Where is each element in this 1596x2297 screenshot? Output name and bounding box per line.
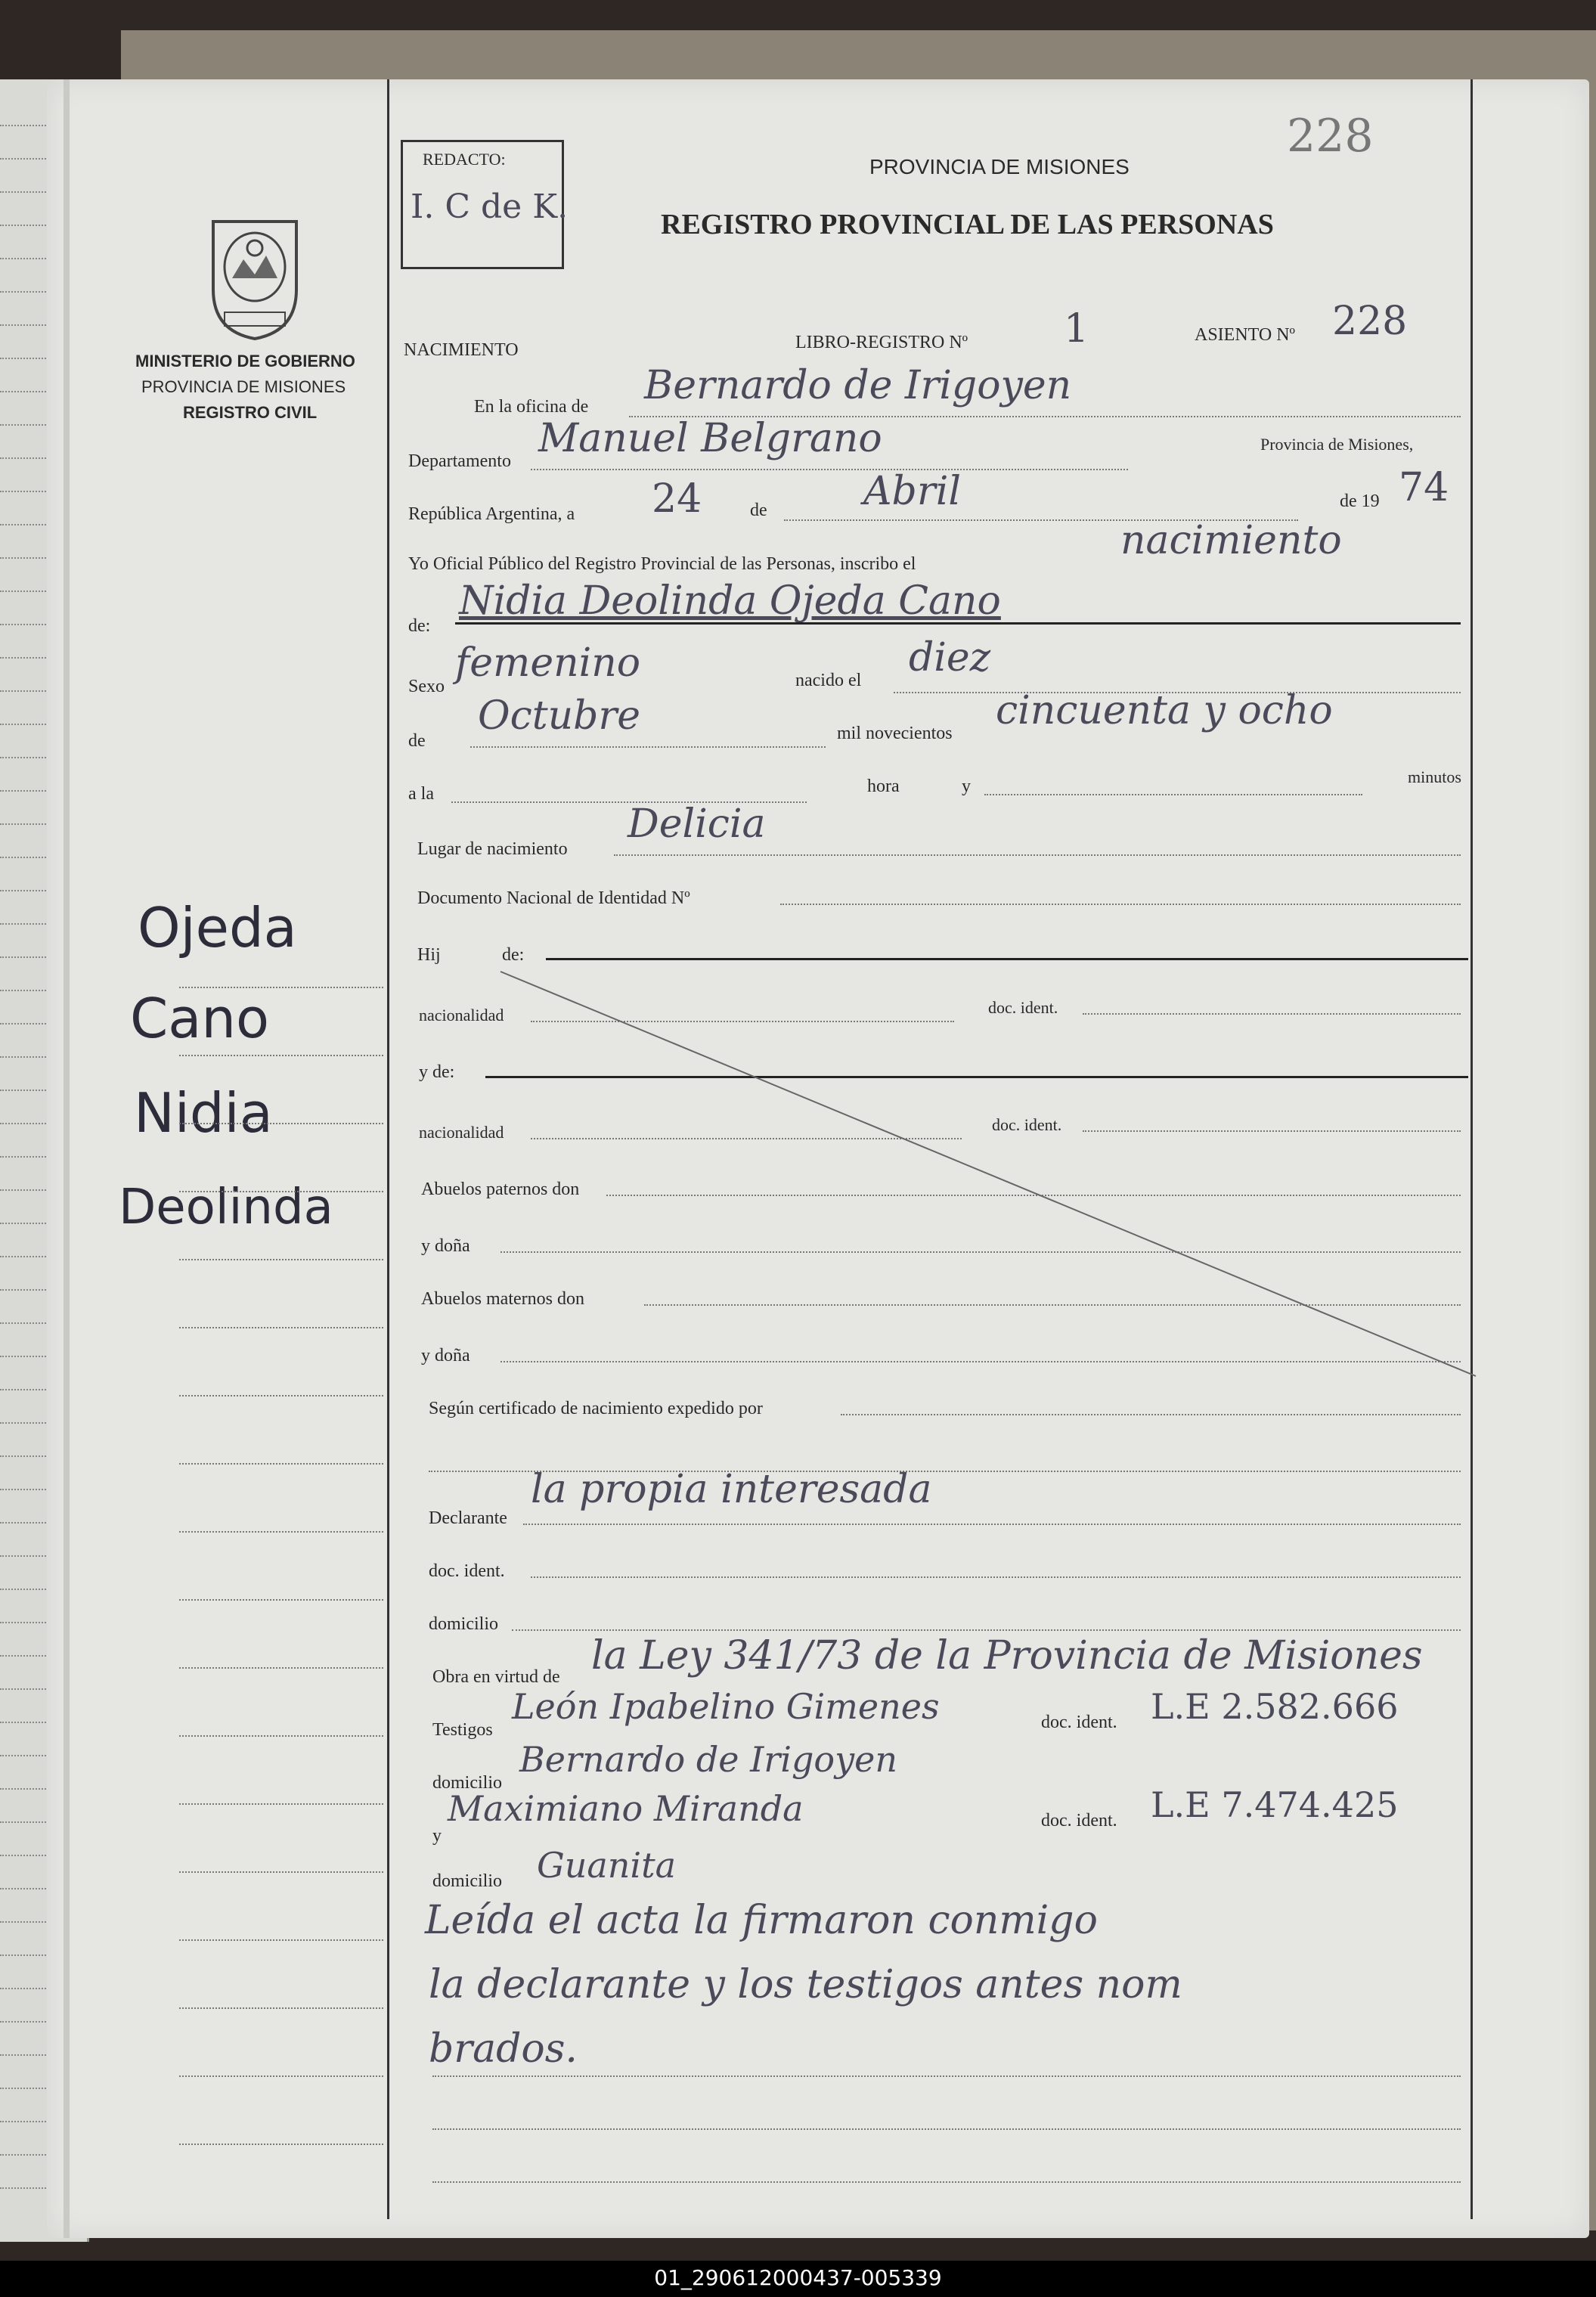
margin-note-name1: Nidia — [134, 1081, 273, 1145]
documento-label: Documento Nacional de Identidad Nº — [417, 888, 690, 908]
abuelos-maternos-label: Abuelos maternos don — [421, 1289, 584, 1309]
mil-value: cincuenta y ocho — [996, 688, 1333, 733]
domicilio-label-2: domicilio — [432, 1773, 502, 1793]
testigo1-value: León Ipabelino Gimenes — [512, 1686, 940, 1727]
oficina-value: Bernardo de Irigoyen — [644, 363, 1072, 408]
ala-label: a la — [408, 784, 434, 804]
declarante-value: la propia interesada — [531, 1467, 932, 1512]
y-de-label: y de: — [419, 1062, 455, 1082]
mil-label: mil novecientos — [837, 724, 953, 743]
doc-ident-label-2: doc. ident. — [992, 1115, 1062, 1134]
document-number: 228 — [1287, 110, 1374, 163]
obra-value: la Ley 341/73 de la Provincia de Misiones — [591, 1633, 1423, 1679]
lugar-label: Lugar de nacimiento — [417, 839, 568, 859]
obra-label: Obra en virtud de — [432, 1667, 560, 1687]
sexo-value: femenino — [455, 640, 641, 686]
doc-ident-label-3: doc. ident. — [429, 1561, 505, 1581]
nacionalidad-label: nacionalidad — [419, 1006, 504, 1025]
hora-label: hora — [867, 777, 900, 796]
testigo2-value: Maximiano Miranda — [448, 1788, 804, 1829]
departamento-value: Manuel Belgrano — [538, 416, 882, 461]
lugar-value: Delicia — [628, 801, 766, 847]
doc-ident-label-5: doc. ident. — [1041, 1811, 1117, 1830]
testigo1-dom: Bernardo de Irigoyen — [519, 1739, 897, 1780]
redacto-value: I. C de K. — [411, 188, 569, 226]
rule-segun — [841, 1414, 1461, 1415]
closing-line-1: Leída el acta la firmaron conmigo — [425, 1898, 1098, 1943]
hij-de-label: de: — [502, 945, 525, 965]
day-value: 24 — [652, 476, 702, 522]
y-dona-label-2: y doña — [421, 1346, 470, 1365]
domicilio-label: domicilio — [429, 1614, 498, 1634]
rule-closing-2 — [432, 2128, 1461, 2130]
ministry-line3: REGISTRO CIVIL — [183, 403, 318, 422]
mes-de-label: de — [408, 731, 426, 751]
rule-closing-1 — [432, 2075, 1461, 2077]
rule-domicilio — [512, 1629, 1461, 1631]
oficina-label: En la oficina de — [474, 397, 589, 417]
rule-closing-3 — [432, 2181, 1461, 2183]
declarante-label: Declarante — [429, 1508, 507, 1528]
name-de-label: de: — [408, 616, 431, 636]
margin-note-surname2: Cano — [130, 987, 270, 1050]
testigo2-dom: Guanita — [537, 1845, 677, 1886]
nacionalidad-label-2: nacionalidad — [419, 1123, 504, 1142]
name-value: Nidia Deolinda Ojeda Cano — [459, 578, 1001, 624]
form-type-label: NACIMIENTO — [404, 340, 519, 360]
header-registry: REGISTRO PROVINCIAL DE LAS PERSONAS — [661, 209, 1274, 240]
y-label-2: y — [432, 1826, 442, 1846]
sexo-label: Sexo — [408, 677, 445, 696]
header-province: PROVINCIA DE MISIONES — [869, 155, 1130, 178]
redacto-label: REDACTO: — [423, 150, 506, 169]
libro-label: LIBRO-REGISTRO Nº — [795, 333, 968, 352]
y-dona-label: y doña — [421, 1236, 470, 1256]
domicilio-label-3: domicilio — [432, 1871, 502, 1891]
footer-id: 01_290612000437-005339 — [654, 2265, 942, 2290]
testigos-label: Testigos — [432, 1720, 493, 1740]
asiento-label: ASIENTO Nº — [1195, 325, 1295, 345]
month-value: Abril — [863, 469, 961, 514]
republica-label: República Argentina, a — [408, 504, 575, 524]
margin-note-surname1: Ojeda — [138, 896, 297, 959]
margin-note-name2: Deolinda — [119, 1179, 333, 1235]
oficial-label: Yo Oficial Público del Registro Provincial de las Personas, inscribo el — [408, 554, 916, 574]
hij-label: Hij — [417, 945, 441, 965]
doc-ident-label: doc. ident. — [988, 998, 1058, 1017]
minutos-label: minutos — [1408, 767, 1461, 786]
registry-page — [47, 79, 1589, 2238]
nacido-value: diez — [909, 635, 991, 680]
ministry-line1: MINISTERIO DE GOBIERNO — [135, 352, 355, 370]
testigo1-doc: L.E 2.582.666 — [1151, 1686, 1399, 1727]
oficial-value: nacimiento — [1120, 518, 1342, 563]
nacido-label: nacido el — [795, 671, 862, 690]
asiento-value: 228 — [1332, 299, 1408, 344]
y-label: y — [962, 777, 971, 796]
mes-value: Octubre — [478, 693, 641, 739]
year-label: de 19 — [1340, 491, 1380, 511]
rule-doc-ident-3 — [531, 1576, 1461, 1578]
closing-line-3: brados. — [429, 2026, 578, 2072]
abuelos-paternos-label: Abuelos paternos don — [421, 1179, 580, 1199]
doc-ident-label-4: doc. ident. — [1041, 1713, 1117, 1732]
provincia-label: Provincia de Misiones, — [1260, 435, 1414, 454]
libro-value: 1 — [1064, 306, 1089, 352]
testigo2-doc: L.E 7.474.425 — [1151, 1784, 1399, 1825]
closing-line-2: la declarante y los testigos antes nom — [429, 1962, 1182, 2007]
rule-declarante — [523, 1524, 1461, 1525]
departamento-label: Departamento — [408, 451, 511, 471]
de-label-1: de — [750, 501, 767, 520]
ministry-line2: PROVINCIA DE MISIONES — [141, 377, 346, 396]
segun-label: Según certificado de nacimiento expedido por — [429, 1399, 763, 1418]
year-value: 74 — [1399, 465, 1449, 510]
